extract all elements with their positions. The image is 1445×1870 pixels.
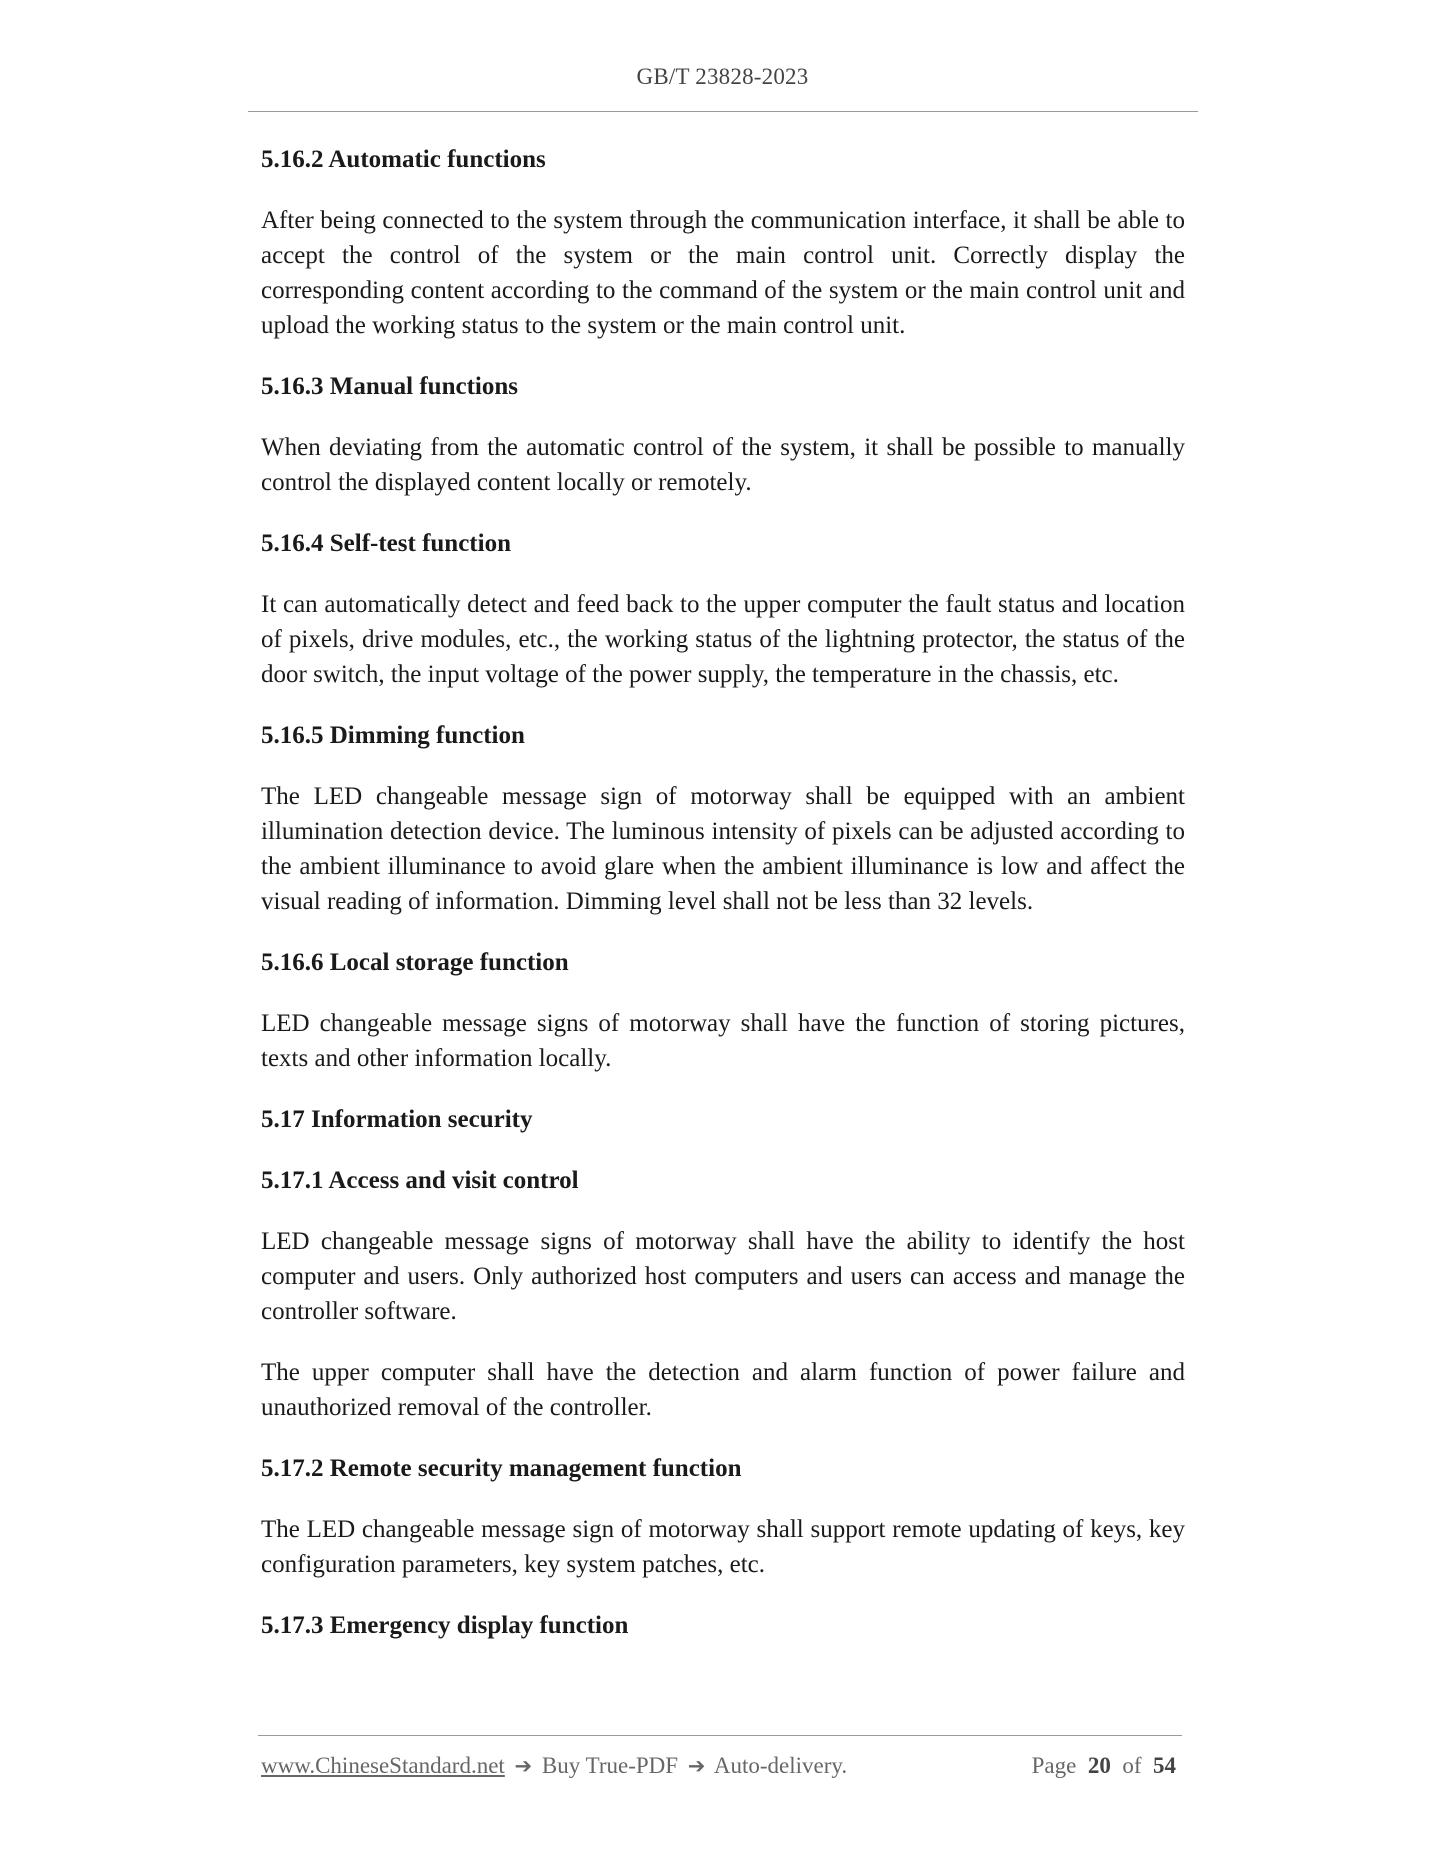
right-arrow-icon: ➔	[687, 1754, 706, 1778]
website-link[interactable]: www.ChineseStandard.net	[261, 1753, 505, 1778]
section-heading: 5.16.3 Manual functions	[261, 373, 518, 400]
section-heading: 5.16.4 Self-test function	[261, 530, 511, 557]
footer-promo	[261, 1753, 847, 1779]
section-heading: 5.16.2 Automatic functions	[261, 146, 546, 173]
section-heading: 5.16.6 Local storage function	[261, 949, 569, 976]
page-number	[1032, 1753, 1176, 1779]
paragraph: The LED changeable message sign of motorway shall support remote updating of keys, key configuration parameters, key system patches, etc.	[261, 1516, 1185, 1578]
page-total: 54	[1153, 1753, 1176, 1778]
paragraph: LED changeable message signs of motorway shall have the ability to identify the host computer and users. Only authorized host computers and users can access and manage the controller software.	[261, 1228, 1185, 1325]
document-header-title: GB/T 23828-2023	[636, 64, 809, 89]
paragraph: After being connected to the system through the communication interface, it shall be able to accept the control of the system or the main control unit. Correctly display the corresponding content according to the command of the system or the main control unit and upload the working status to the system or the main control unit.	[261, 207, 1185, 339]
paragraph: The upper computer shall have the detection and alarm function of power failure and unauthorized removal of the controller.	[261, 1359, 1185, 1421]
paragraph: LED changeable message signs of motorway shall have the function of storing pictures, texts and other information locally.	[261, 1010, 1185, 1072]
page-of-label: of	[1122, 1753, 1142, 1778]
header-divider	[248, 111, 1198, 112]
section-heading: 5.17.2 Remote security management function	[261, 1455, 742, 1482]
page-label: Page	[1031, 1753, 1077, 1778]
footer-step-delivery: Auto-delivery.	[713, 1753, 848, 1778]
paragraph: The LED changeable message sign of motorway shall be equipped with an ambient illumination detection device. The luminous intensity of pixels can be adjusted according to the ambient illuminance to avoid glare when the ambient illuminance is low and affect the visual reading of information. Dimming level shall not be less than 32 levels.	[261, 783, 1185, 915]
paragraph: When deviating from the automatic control of the system, it shall be possible to manually control the displayed content locally or remotely.	[261, 434, 1185, 496]
paragraph: It can automatically detect and feed back to the upper computer the fault status and location of pixels, drive modules, etc., the working status of the lightning protector, the status of the door switch, the input voltage of the power supply, the temperature in the chassis, etc.	[261, 591, 1185, 688]
document-body	[261, 142, 1185, 1669]
right-arrow-icon: ➔	[514, 1754, 533, 1778]
footer-step-buy: Buy True-PDF	[541, 1753, 679, 1778]
footer-divider	[258, 1735, 1182, 1736]
page-current: 20	[1087, 1753, 1111, 1778]
section-heading: 5.16.5 Dimming function	[261, 722, 525, 749]
section-heading: 5.17.1 Access and visit control	[261, 1167, 579, 1194]
section-heading: 5.17.3 Emergency display function	[261, 1612, 629, 1639]
section-heading: 5.17 Information security	[261, 1106, 533, 1133]
